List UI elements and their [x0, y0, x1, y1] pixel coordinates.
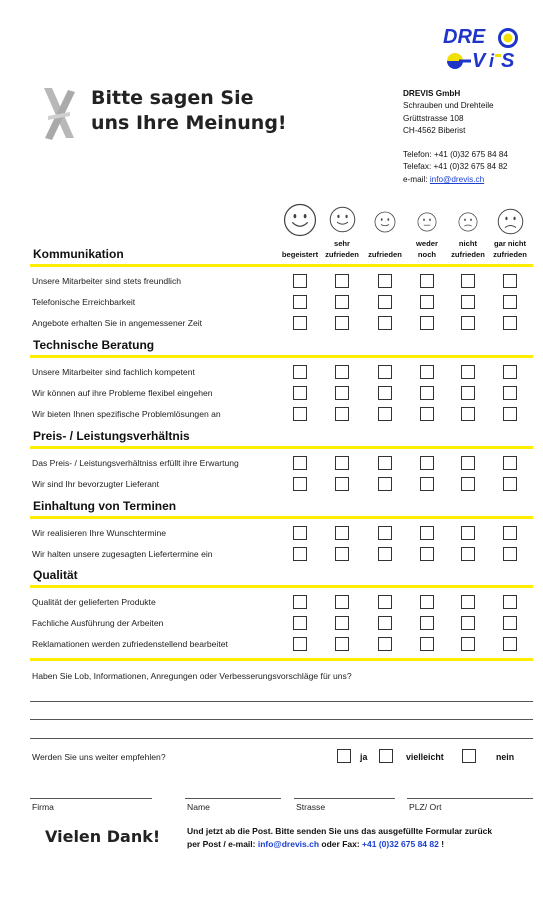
rating-column-line-2: zufrieden [325, 250, 359, 259]
section-rule [30, 355, 533, 358]
happy-smiley-icon [329, 206, 356, 233]
rating-checkbox[interactable] [503, 316, 517, 330]
firma-label: Firma [32, 802, 54, 812]
rating-checkbox[interactable] [378, 295, 392, 309]
section-end-rule [30, 658, 533, 661]
rating-column-line-1: gar nicht [493, 239, 527, 248]
rating-checkbox[interactable] [420, 526, 434, 540]
rating-checkbox[interactable] [420, 477, 434, 491]
question-text: Qualität der gelieferten Produkte [32, 597, 156, 607]
very-happy-smiley-icon [283, 203, 317, 237]
rating-checkbox[interactable] [461, 477, 475, 491]
company-address [403, 88, 508, 186]
rating-column-line-2: begeistert [281, 250, 319, 259]
rating-checkbox[interactable] [420, 547, 434, 561]
rating-checkbox[interactable] [293, 407, 307, 421]
rating-checkbox[interactable] [503, 616, 517, 630]
section-title: Technische Beratung [33, 338, 155, 352]
section-title: Qualität [33, 568, 78, 582]
question-text: Angebote erhalten Sie in angemessener Zeit [32, 318, 203, 328]
rating-checkbox[interactable] [461, 316, 475, 330]
rating-column-line-1 [361, 238, 409, 249]
smiling-smiley-icon [374, 211, 396, 233]
rating-checkbox[interactable] [420, 637, 434, 651]
feedback-question: Haben Sie Lob, Informationen, Anregungen oder Verbesserungsvorschläge für uns? [32, 671, 352, 681]
closing-prefix: per Post / e-mail: [187, 839, 258, 849]
rating-checkbox[interactable] [378, 477, 392, 491]
rating-column-line-1: sehr [333, 239, 351, 248]
question-text: Fachliche Ausführung der Arbeiten [32, 618, 164, 628]
rating-checkbox[interactable] [461, 274, 475, 288]
strasse-line[interactable] [294, 798, 395, 799]
recommend-yes-label: ja [360, 752, 368, 762]
name-label: Name [187, 802, 210, 812]
logo-text-v: V [472, 50, 486, 72]
question-text: Unsere Mitarbeiter sind fachlich kompetent [32, 367, 195, 377]
rating-checkbox[interactable] [503, 456, 517, 470]
rating-checkbox[interactable] [293, 456, 307, 470]
rating-checkbox[interactable] [420, 316, 434, 330]
rating-checkbox[interactable] [378, 274, 392, 288]
logo-ring-icon [497, 27, 519, 49]
recommend-yes-checkbox[interactable] [337, 749, 351, 763]
rating-checkbox[interactable] [335, 365, 349, 379]
rating-checkbox[interactable] [503, 477, 517, 491]
recommend-no-label: nein [496, 752, 515, 762]
rating-checkbox[interactable] [378, 316, 392, 330]
rating-checkbox[interactable] [335, 295, 349, 309]
neutral-smiley-icon [417, 212, 437, 232]
rating-checkbox[interactable] [335, 526, 349, 540]
rating-checkbox[interactable] [293, 477, 307, 491]
rating-column-line-1: nicht [458, 239, 478, 248]
section-title: Kommunikation [33, 247, 124, 261]
email-label: e-mail: [403, 174, 428, 184]
rating-checkbox[interactable] [293, 547, 307, 561]
question-text: Wir bieten Ihnen spezifische Problemlösungen an [32, 409, 221, 419]
rating-column-line-2: zufrieden [368, 250, 402, 259]
closing-text [187, 825, 492, 851]
rating-checkbox[interactable] [420, 407, 434, 421]
rating-checkbox[interactable] [335, 477, 349, 491]
firma-line[interactable] [30, 798, 152, 799]
rating-checkbox[interactable] [293, 595, 307, 609]
recommend-maybe-label: vielleicht [406, 752, 444, 762]
cross-mark-icon [38, 86, 80, 142]
company-fax: Telefax: +41 (0)32 675 84 82 [403, 162, 508, 172]
rating-checkbox[interactable] [335, 407, 349, 421]
rating-checkbox[interactable] [378, 616, 392, 630]
closing-mid: oder Fax: [319, 839, 363, 849]
rating-checkbox[interactable] [420, 274, 434, 288]
section-rule [30, 516, 533, 519]
closing-line-2 [187, 838, 492, 851]
rating-checkbox[interactable] [335, 547, 349, 561]
company-tagline: Schrauben und Drehteile [403, 101, 494, 111]
rating-checkbox[interactable] [335, 456, 349, 470]
rating-checkbox[interactable] [293, 274, 307, 288]
rating-checkbox[interactable] [335, 274, 349, 288]
rating-checkbox[interactable] [378, 456, 392, 470]
closing-end: ! [438, 839, 445, 849]
rating-checkbox[interactable] [378, 386, 392, 400]
rating-checkbox[interactable] [378, 595, 392, 609]
company-name: DREVIS GmbH [403, 89, 461, 98]
rating-checkbox[interactable] [378, 365, 392, 379]
rating-column-header [444, 238, 492, 260]
title-line-2: uns Ihre Meinung! [91, 112, 287, 134]
question-text: Wir können auf ihre Probleme flexibel eingehen [32, 388, 213, 398]
rating-checkbox[interactable] [503, 595, 517, 609]
rating-checkbox[interactable] [503, 295, 517, 309]
rating-column-header [486, 238, 534, 260]
logo-accent [495, 54, 501, 57]
rating-checkbox[interactable] [503, 365, 517, 379]
rating-checkbox[interactable] [378, 637, 392, 651]
rating-checkbox[interactable] [461, 456, 475, 470]
rating-checkbox[interactable] [461, 637, 475, 651]
strasse-label: Strasse [296, 802, 326, 812]
rating-column-line-1 [276, 238, 324, 249]
section-rule [30, 446, 533, 449]
rating-checkbox[interactable] [420, 595, 434, 609]
rating-checkbox[interactable] [335, 316, 349, 330]
section-title: Preis- / Leistungsverhältnis [33, 429, 190, 443]
rating-checkbox[interactable] [503, 274, 517, 288]
question-text: Telefonische Erreichbarkeit [32, 297, 136, 307]
rating-checkbox[interactable] [503, 526, 517, 540]
feedback-line-2[interactable] [30, 719, 533, 720]
rating-checkbox[interactable] [420, 295, 434, 309]
title-line-1: Bitte sagen Sie [91, 87, 254, 109]
section-rule [30, 585, 533, 588]
rating-column-line-2: zufrieden [493, 250, 527, 259]
rating-checkbox[interactable] [420, 365, 434, 379]
rating-checkbox[interactable] [378, 526, 392, 540]
section-title: Einhaltung von Terminen [33, 499, 177, 513]
question-text: Wir sind Ihr bevorzugter Lieferant [32, 479, 160, 489]
recommend-no-checkbox[interactable] [462, 749, 476, 763]
closing-fax: +41 (0)32 675 84 82 [362, 839, 439, 849]
email-link[interactable]: info@drevis.ch [429, 174, 485, 184]
rating-checkbox[interactable] [420, 616, 434, 630]
recommend-question: Werden Sie uns weiter empfehlen? [32, 752, 166, 762]
rating-checkbox[interactable] [461, 526, 475, 540]
logo-text-top: DRE [443, 26, 486, 48]
unhappy-smiley-icon [458, 212, 478, 232]
question-text: Das Preis- / Leistungsverhältniss erfüllt ihre Erwartung [32, 458, 239, 468]
rating-column-line-2: noch [417, 250, 437, 259]
rating-column-header [276, 238, 324, 260]
section-rule [30, 264, 533, 267]
plz-ort-line[interactable] [407, 798, 533, 799]
rating-checkbox[interactable] [335, 616, 349, 630]
page-title [91, 86, 287, 136]
rating-checkbox[interactable] [503, 547, 517, 561]
company-phone: Telefon: +41 (0)32 675 84 84 [403, 150, 508, 160]
rating-checkbox[interactable] [461, 407, 475, 421]
closing-line-1: Und jetzt ab die Post. Bitte senden Sie uns das ausgefüllte Formular zurück [187, 826, 493, 836]
rating-column-header [318, 238, 366, 260]
very-unhappy-smiley-icon [497, 208, 524, 235]
company-email-row [403, 174, 508, 186]
rating-checkbox[interactable] [378, 407, 392, 421]
question-text: Reklamationen werden zufriedenstellend bearbeitet [32, 639, 228, 649]
name-line[interactable] [185, 798, 281, 799]
logo-text-s: S [501, 50, 515, 72]
question-text: Unsere Mitarbeiter sind stets freundlich [32, 276, 182, 286]
closing-email-link[interactable]: info@drevis.ch [257, 839, 320, 849]
rating-column-header [361, 238, 409, 260]
feedback-line-1[interactable] [30, 701, 533, 702]
rating-checkbox[interactable] [420, 386, 434, 400]
rating-checkbox[interactable] [335, 386, 349, 400]
rating-checkbox[interactable] [293, 637, 307, 651]
rating-checkbox[interactable] [293, 616, 307, 630]
thanks-heading: Vielen Dank! [45, 827, 161, 846]
drevis-logo [437, 24, 529, 76]
logo-half-circle-icon [445, 51, 471, 71]
rating-checkbox[interactable] [461, 365, 475, 379]
rating-checkbox[interactable] [293, 526, 307, 540]
rating-checkbox[interactable] [461, 595, 475, 609]
plz-ort-label: PLZ/ Ort [409, 802, 442, 812]
company-city: CH-4562 Biberist [403, 125, 466, 135]
question-text: Wir halten unsere zugesagten Liefertermine ein [32, 549, 213, 559]
rating-checkbox[interactable] [461, 295, 475, 309]
company-street: Grüttstrasse 108 [403, 113, 464, 123]
rating-checkbox[interactable] [503, 386, 517, 400]
feedback-line-3[interactable] [30, 738, 533, 739]
rating-checkbox[interactable] [378, 547, 392, 561]
rating-checkbox[interactable] [461, 386, 475, 400]
rating-checkbox[interactable] [293, 316, 307, 330]
rating-checkbox[interactable] [420, 456, 434, 470]
rating-checkbox[interactable] [503, 407, 517, 421]
rating-checkbox[interactable] [335, 595, 349, 609]
rating-column-line-2: zufrieden [451, 250, 485, 259]
question-text: Wir realisieren Ihre Wunschtermine [32, 528, 167, 538]
rating-checkbox[interactable] [335, 637, 349, 651]
logo-text-i: i [489, 51, 495, 71]
recommend-maybe-checkbox[interactable] [379, 749, 393, 763]
rating-checkbox[interactable] [461, 616, 475, 630]
rating-checkbox[interactable] [293, 295, 307, 309]
rating-checkbox[interactable] [461, 547, 475, 561]
rating-checkbox[interactable] [503, 637, 517, 651]
rating-checkbox[interactable] [293, 386, 307, 400]
rating-checkbox[interactable] [293, 365, 307, 379]
rating-column-line-1: weder [416, 239, 438, 248]
